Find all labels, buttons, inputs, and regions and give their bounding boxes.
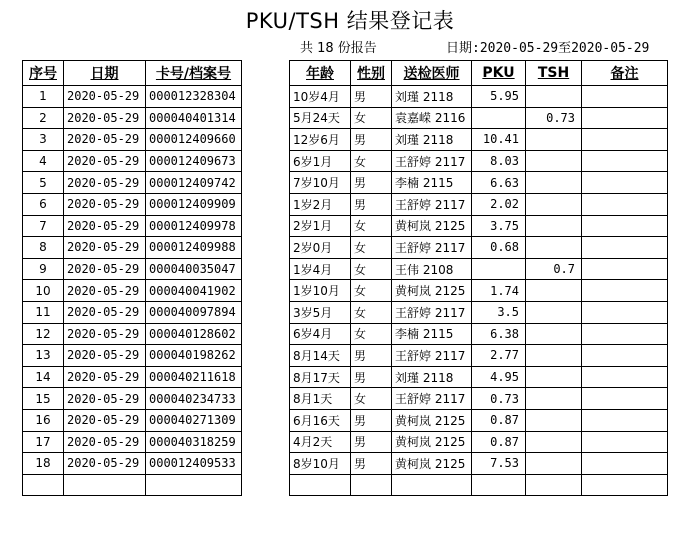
spacer-column: [242, 61, 290, 86]
col-header-date: 日期: [64, 61, 146, 86]
cell-tsh: [526, 215, 582, 237]
cell-tsh: [526, 323, 582, 345]
cell-card: 000012409673: [146, 150, 242, 172]
cell-tsh: [526, 129, 582, 151]
cell-no: 15: [23, 388, 64, 410]
cell-doctor: 黄柯岚 2125: [392, 431, 472, 453]
cell-age: 7岁10月: [290, 172, 351, 194]
table-row: [23, 301, 668, 323]
date-range: 日期:2020-05-29至2020-05-29: [446, 41, 650, 56]
cell-date: 2020-05-29: [64, 323, 146, 345]
cell-note: [582, 345, 668, 367]
cell-note: [582, 215, 668, 237]
cell-date: 2020-05-29: [64, 86, 146, 108]
cell-age: 6岁1月: [290, 150, 351, 172]
cell-date: 2020-05-29: [64, 150, 146, 172]
cell-note: [582, 474, 668, 496]
cell-pku: 2.77: [472, 345, 526, 367]
table-row: [23, 258, 668, 280]
cell-note: [582, 150, 668, 172]
cell-tsh: [526, 453, 582, 475]
cell-age: 1岁2月: [290, 193, 351, 215]
cell-sex: 男: [351, 431, 392, 453]
cell-no: 2: [23, 107, 64, 129]
cell-card: 000012409988: [146, 237, 242, 259]
table-row: [23, 366, 668, 388]
cell-date: 2020-05-29: [64, 215, 146, 237]
cell-date: 2020-05-29: [64, 280, 146, 302]
cell-card: 000040211618: [146, 366, 242, 388]
cell-pku: [472, 258, 526, 280]
cell-doctor: 黄柯岚 2125: [392, 409, 472, 431]
cell-pku: 1.74: [472, 280, 526, 302]
cell-sex: 女: [351, 388, 392, 410]
cell-date: 2020-05-29: [64, 193, 146, 215]
col-header-no: 序号: [23, 61, 64, 86]
cell-doctor: 王舒婷 2117: [392, 237, 472, 259]
cell-doctor: [392, 474, 472, 496]
cell-no: 16: [23, 409, 64, 431]
cell-doctor: 刘瑾 2118: [392, 366, 472, 388]
cell-card: 000040097894: [146, 301, 242, 323]
spacer-cell: [242, 86, 290, 108]
cell-doctor: 刘瑾 2118: [392, 129, 472, 151]
cell-card: 000040318259: [146, 431, 242, 453]
spacer-cell: [242, 366, 290, 388]
table-row: [23, 431, 668, 453]
cell-note: [582, 172, 668, 194]
cell-note: [582, 431, 668, 453]
cell-tsh: [526, 345, 582, 367]
cell-tsh: [526, 193, 582, 215]
cell-pku: 4.95: [472, 366, 526, 388]
cell-date: 2020-05-29: [64, 237, 146, 259]
cell-sex: 女: [351, 301, 392, 323]
cell-no: 11: [23, 301, 64, 323]
cell-pku: 3.75: [472, 215, 526, 237]
table-row: [23, 237, 668, 259]
cell-sex: 男: [351, 366, 392, 388]
cell-note: [582, 366, 668, 388]
cell-tsh: [526, 280, 582, 302]
cell-note: [582, 86, 668, 108]
col-header-pku: PKU: [472, 61, 526, 86]
cell-tsh: [526, 237, 582, 259]
cell-sex: 男: [351, 193, 392, 215]
cell-date: 2020-05-29: [64, 453, 146, 475]
col-header-doctor: 送检医师: [392, 61, 472, 86]
col-header-note: 备注: [582, 61, 668, 86]
cell-date: [64, 474, 146, 496]
cell-pku: 3.5: [472, 301, 526, 323]
cell-doctor: 黄柯岚 2125: [392, 215, 472, 237]
cell-card: 000012409978: [146, 215, 242, 237]
report-count: 共 18 份报告: [300, 41, 377, 56]
table-row: [23, 474, 668, 496]
results-table: [22, 60, 668, 496]
cell-note: [582, 409, 668, 431]
cell-date: 2020-05-29: [64, 172, 146, 194]
cell-no: 8: [23, 237, 64, 259]
cell-doctor: 王舒婷 2117: [392, 150, 472, 172]
cell-no: 13: [23, 345, 64, 367]
table-row: [23, 150, 668, 172]
cell-no: 1: [23, 86, 64, 108]
cell-doctor: 王舒婷 2117: [392, 193, 472, 215]
table-row: [23, 215, 668, 237]
cell-tsh: [526, 431, 582, 453]
table-row: [23, 345, 668, 367]
cell-age: 8月1天: [290, 388, 351, 410]
cell-note: [582, 193, 668, 215]
spacer-cell: [242, 409, 290, 431]
cell-doctor: 黄柯岚 2125: [392, 280, 472, 302]
cell-doctor: 王舒婷 2117: [392, 388, 472, 410]
spacer-cell: [242, 323, 290, 345]
cell-date: 2020-05-29: [64, 345, 146, 367]
cell-sex: 女: [351, 258, 392, 280]
cell-sex: 男: [351, 86, 392, 108]
cell-doctor: 黄柯岚 2125: [392, 453, 472, 475]
cell-pku: 5.95: [472, 86, 526, 108]
cell-no: 4: [23, 150, 64, 172]
cell-age: 3岁5月: [290, 301, 351, 323]
spacer-cell: [242, 129, 290, 151]
header-row: [23, 61, 668, 86]
cell-card: 000012409533: [146, 453, 242, 475]
cell-note: [582, 258, 668, 280]
table-row: [23, 86, 668, 108]
spacer-cell: [242, 172, 290, 194]
cell-card: [146, 474, 242, 496]
spacer-cell: [242, 215, 290, 237]
cell-age: 8月14天: [290, 345, 351, 367]
cell-age: 4月2天: [290, 431, 351, 453]
cell-no: 9: [23, 258, 64, 280]
cell-date: 2020-05-29: [64, 301, 146, 323]
cell-pku: 7.53: [472, 453, 526, 475]
cell-doctor: 李楠 2115: [392, 172, 472, 194]
cell-sex: 男: [351, 345, 392, 367]
cell-doctor: 王伟 2108: [392, 258, 472, 280]
cell-age: 6岁4月: [290, 323, 351, 345]
cell-card: 000012409660: [146, 129, 242, 151]
cell-date: 2020-05-29: [64, 388, 146, 410]
cell-date: 2020-05-29: [64, 431, 146, 453]
table-row: [23, 129, 668, 151]
cell-sex: 男: [351, 453, 392, 475]
cell-age: 2岁0月: [290, 237, 351, 259]
cell-age: 2岁1月: [290, 215, 351, 237]
cell-pku: [472, 107, 526, 129]
table-row: [23, 107, 668, 129]
cell-age: 8岁10月: [290, 453, 351, 475]
cell-card: 000040041902: [146, 280, 242, 302]
cell-pku: 0.87: [472, 431, 526, 453]
col-header-sex: 性别: [351, 61, 392, 86]
cell-card: 000040234733: [146, 388, 242, 410]
cell-date: 2020-05-29: [64, 366, 146, 388]
spacer-cell: [242, 107, 290, 129]
cell-no: 7: [23, 215, 64, 237]
cell-pku: 0.68: [472, 237, 526, 259]
spacer-cell: [242, 453, 290, 475]
cell-tsh: [526, 474, 582, 496]
cell-sex: 女: [351, 107, 392, 129]
cell-tsh: [526, 150, 582, 172]
cell-tsh: 0.7: [526, 258, 582, 280]
cell-age: [290, 474, 351, 496]
cell-pku: 0.73: [472, 388, 526, 410]
cell-sex: 男: [351, 129, 392, 151]
spacer-cell: [242, 474, 290, 496]
cell-no: 3: [23, 129, 64, 151]
cell-age: 5月24天: [290, 107, 351, 129]
cell-pku: 6.38: [472, 323, 526, 345]
cell-age: 8月17天: [290, 366, 351, 388]
cell-no: 10: [23, 280, 64, 302]
cell-tsh: [526, 409, 582, 431]
cell-age: 10岁4月: [290, 86, 351, 108]
table-row: [23, 280, 668, 302]
cell-pku: 6.63: [472, 172, 526, 194]
cell-sex: [351, 474, 392, 496]
spacer-cell: [242, 193, 290, 215]
cell-sex: 女: [351, 215, 392, 237]
table-row: [23, 193, 668, 215]
cell-tsh: [526, 301, 582, 323]
cell-card: 000012409742: [146, 172, 242, 194]
cell-pku: 8.03: [472, 150, 526, 172]
spacer-cell: [242, 237, 290, 259]
spacer-cell: [242, 280, 290, 302]
cell-card: 000040198262: [146, 345, 242, 367]
spacer-cell: [242, 258, 290, 280]
cell-age: 12岁6月: [290, 129, 351, 151]
cell-tsh: [526, 172, 582, 194]
cell-doctor: 刘瑾 2118: [392, 86, 472, 108]
cell-sex: 男: [351, 409, 392, 431]
cell-note: [582, 388, 668, 410]
col-header-tsh: TSH: [526, 61, 582, 86]
cell-pku: 10.41: [472, 129, 526, 151]
cell-age: 6月16天: [290, 409, 351, 431]
cell-card: 000012409909: [146, 193, 242, 215]
report-title: PKU/TSH 结果登记表: [245, 9, 455, 33]
cell-age: 1岁4月: [290, 258, 351, 280]
cell-note: [582, 280, 668, 302]
cell-date: 2020-05-29: [64, 129, 146, 151]
spacer-cell: [242, 388, 290, 410]
cell-doctor: 王舒婷 2117: [392, 345, 472, 367]
spacer-cell: [242, 431, 290, 453]
cell-card: 000040035047: [146, 258, 242, 280]
cell-doctor: 李楠 2115: [392, 323, 472, 345]
table-row: [23, 388, 668, 410]
cell-sex: 男: [351, 172, 392, 194]
spacer-cell: [242, 301, 290, 323]
table-row: [23, 323, 668, 345]
cell-doctor: 袁嘉嵘 2116: [392, 107, 472, 129]
cell-pku: [472, 474, 526, 496]
cell-pku: 2.02: [472, 193, 526, 215]
cell-card: 000040271309: [146, 409, 242, 431]
cell-no: 14: [23, 366, 64, 388]
cell-no: 18: [23, 453, 64, 475]
cell-date: 2020-05-29: [64, 409, 146, 431]
cell-no: 17: [23, 431, 64, 453]
cell-tsh: [526, 388, 582, 410]
cell-note: [582, 453, 668, 475]
cell-date: 2020-05-29: [64, 258, 146, 280]
col-header-card: 卡号/档案号: [146, 61, 242, 86]
cell-pku: 0.87: [472, 409, 526, 431]
cell-card: 000012328304: [146, 86, 242, 108]
cell-tsh: [526, 366, 582, 388]
cell-note: [582, 107, 668, 129]
cell-doctor: 王舒婷 2117: [392, 301, 472, 323]
cell-tsh: 0.73: [526, 107, 582, 129]
cell-date: 2020-05-29: [64, 107, 146, 129]
cell-note: [582, 237, 668, 259]
cell-tsh: [526, 86, 582, 108]
table-row: [23, 409, 668, 431]
spacer-cell: [242, 150, 290, 172]
cell-no: 12: [23, 323, 64, 345]
cell-note: [582, 129, 668, 151]
cell-note: [582, 323, 668, 345]
spacer-cell: [242, 345, 290, 367]
cell-card: 000040128602: [146, 323, 242, 345]
cell-no: 6: [23, 193, 64, 215]
cell-no: 5: [23, 172, 64, 194]
table-row: [23, 172, 668, 194]
col-header-age: 年龄: [290, 61, 351, 86]
cell-age: 1岁10月: [290, 280, 351, 302]
table-row: [23, 453, 668, 475]
cell-sex: 女: [351, 323, 392, 345]
cell-sex: 女: [351, 237, 392, 259]
cell-note: [582, 301, 668, 323]
cell-no: [23, 474, 64, 496]
cell-card: 000040401314: [146, 107, 242, 129]
cell-sex: 女: [351, 150, 392, 172]
cell-sex: 女: [351, 280, 392, 302]
